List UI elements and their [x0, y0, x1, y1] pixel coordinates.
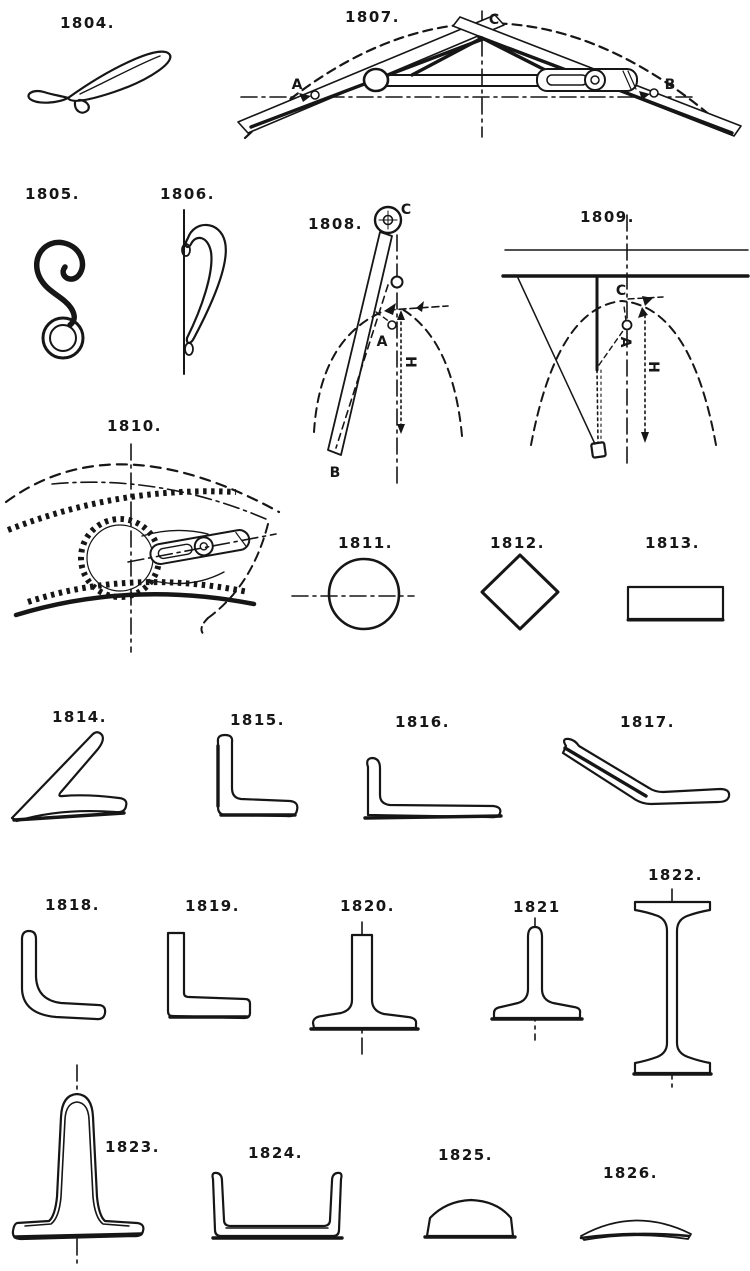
figure-1810-label: 1810. [107, 417, 162, 435]
tee-section-outline [313, 935, 416, 1028]
top-hat-outline [13, 1094, 144, 1239]
channel-outline [213, 1173, 342, 1236]
figure-1808-label: 1808. [308, 215, 363, 233]
figure-1809-label: 1809. [580, 208, 635, 226]
square-angle-outline [168, 933, 250, 1018]
s-hook-body [37, 242, 83, 325]
figure-1813-drawing [620, 575, 735, 630]
figure-1808-drawing [300, 190, 475, 490]
figure-1824-drawing [205, 1165, 355, 1250]
round-section-outline [329, 559, 399, 629]
figure-1825-drawing [420, 1190, 525, 1245]
figure-1822-drawing [625, 885, 725, 1095]
plumb-weight [591, 442, 606, 458]
figure-1804-drawing [18, 40, 188, 130]
figure-1817-drawing [550, 735, 740, 815]
figure-1811-drawing [290, 550, 420, 640]
round-tee-outline [494, 927, 580, 1018]
figure-1823-label: 1823. [105, 1138, 160, 1156]
height-arrow-down [641, 432, 649, 443]
scroll-hook-outline [186, 225, 226, 343]
heavy-arm-edge [565, 748, 646, 796]
figure-1805-drawing [18, 205, 113, 365]
figure-1819-label: 1819. [185, 897, 240, 915]
figure-1826-drawing [575, 1205, 700, 1245]
figure-1821-drawing [480, 915, 595, 1045]
figure-1813-label: 1813. [645, 534, 700, 552]
figure-1811-label: 1811. [338, 534, 393, 552]
figure-1809-drawing [495, 195, 750, 470]
figure-1825-label: 1825. [438, 1146, 493, 1164]
figure-1807-label: 1807. [345, 8, 400, 26]
angle-section-outline [218, 735, 297, 816]
point-a-marker [623, 321, 632, 330]
figure-1816-label: 1816. [395, 713, 450, 731]
figure-1814-label: 1814. [52, 708, 107, 726]
figure-1815-label: 1815. [230, 711, 285, 729]
height-label-h: H [402, 356, 418, 368]
pin-foot [28, 91, 68, 103]
arc-arrowhead [384, 303, 396, 315]
figure-1823-drawing [5, 1065, 155, 1270]
figure-1807-drawing [235, 5, 750, 155]
figure-1826-label: 1826. [603, 1164, 658, 1182]
upper-small-circle [392, 277, 403, 288]
tie-bar-pivot [364, 69, 388, 91]
figure-1814-drawing [5, 725, 140, 827]
figure-1818-drawing [10, 925, 120, 1030]
point-label-a: A [291, 77, 303, 93]
figure-1806-label: 1806. [160, 185, 215, 203]
height-label-h: H [645, 361, 661, 373]
pin-loop-outline [68, 52, 170, 101]
point-label-c: C [400, 202, 412, 218]
figure-1817-label: 1817. [620, 713, 675, 731]
diamond-section-outline [482, 555, 558, 629]
i-beam-outline [635, 902, 710, 1073]
segment-outline [427, 1200, 513, 1236]
figure-1822-label: 1822. [648, 866, 703, 884]
point-a-marker [311, 91, 319, 99]
rounded-angle-outline [22, 931, 105, 1019]
left-swing-arc [531, 301, 622, 445]
height-arrow-down [397, 424, 405, 434]
point-b-marker [650, 89, 658, 97]
pin-lower-hook [75, 100, 89, 113]
pin-loop-inner-line [80, 56, 160, 94]
point-label-c: C [615, 283, 627, 299]
flat-bar-outline [628, 587, 723, 619]
arc-arrowhead [416, 301, 424, 312]
a-dashed-tie [376, 312, 390, 322]
figure-1810-drawing [0, 440, 290, 655]
figure-1820-label: 1820. [340, 897, 395, 915]
right-swing-arc [622, 301, 716, 445]
point-label-a: A [376, 334, 388, 350]
low-angle-outline [367, 758, 500, 817]
pitch-line-arc [52, 482, 266, 519]
figure-1824-label: 1824. [248, 1144, 303, 1162]
figure-1820-drawing [300, 920, 430, 1060]
figure-1812-label: 1812. [490, 534, 545, 552]
gear-rim-line [87, 525, 153, 591]
figure-1805-label: 1805. [25, 185, 80, 203]
acute-angle-outline [12, 732, 126, 821]
slotted-link-pin [585, 70, 605, 90]
diagonal-brace-line [518, 278, 595, 444]
point-label-c: C [488, 12, 500, 28]
right-swing-arc [402, 309, 462, 436]
heavy-bottom-edge [365, 816, 501, 818]
lower-nub [185, 343, 193, 355]
descender-hook [201, 618, 208, 636]
figure-1806-drawing [148, 208, 228, 376]
point-label-b: B [664, 77, 676, 93]
figure-1804-label: 1804. [60, 14, 115, 32]
figure-1818-label: 1818. [45, 896, 100, 914]
figure-1819-drawing [155, 925, 265, 1030]
point-label-b: B [329, 465, 341, 481]
outer-dashed-arc [6, 464, 279, 512]
figure-1815-drawing [205, 730, 310, 825]
ring-inner [50, 325, 76, 351]
a-dashed-tie [624, 306, 626, 321]
point-a-marker [388, 321, 396, 329]
rod-dotted-extension [597, 370, 598, 443]
figure-1816-drawing [355, 755, 510, 823]
height-arrow-up [397, 310, 405, 320]
handle-lever [149, 528, 251, 565]
figure-1812-drawing [470, 548, 580, 643]
figure-1821-label: 1821 [513, 898, 561, 916]
point-label-a: A [617, 336, 633, 348]
